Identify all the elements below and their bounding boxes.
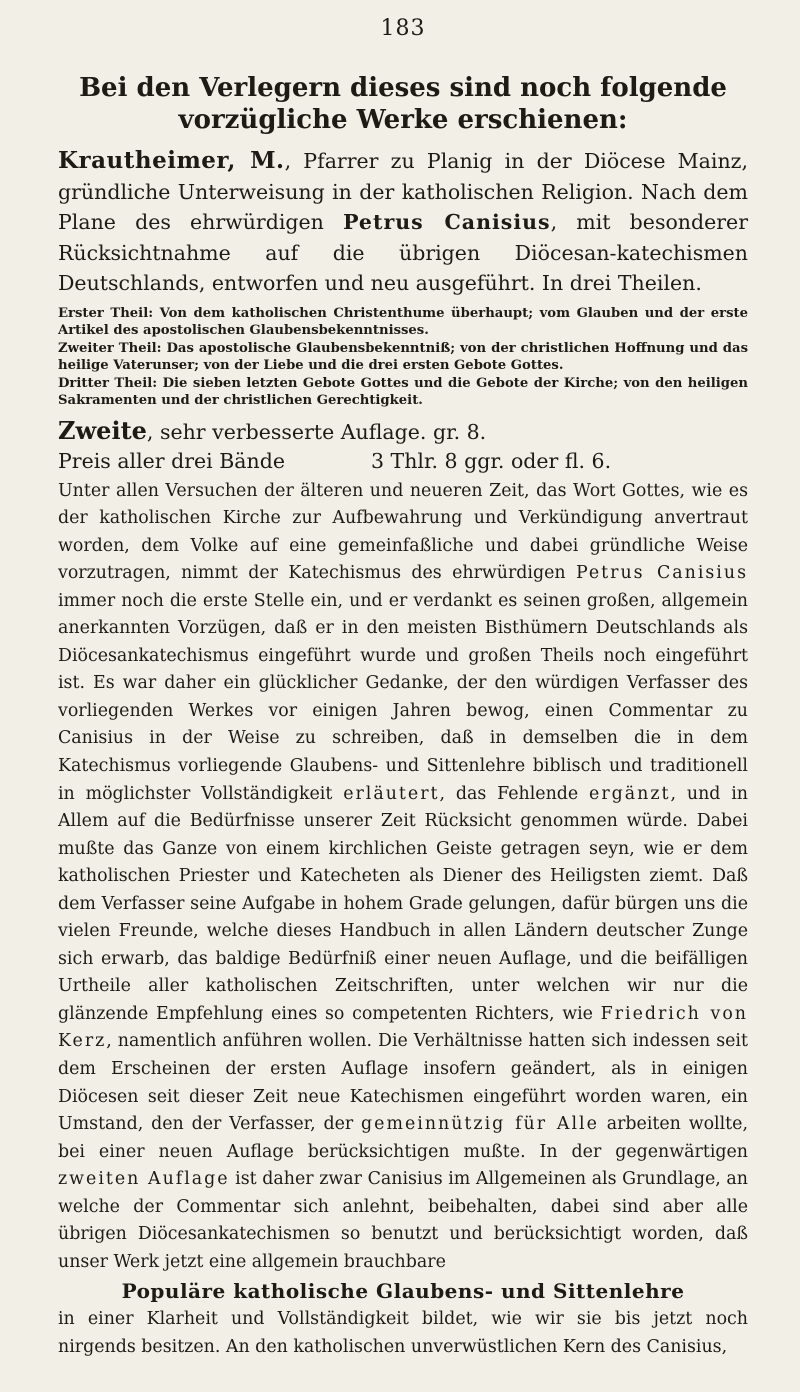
body-text-e: , namentlich anführen wollen. Die Verhältnisse hatten sich indessen seit dem Erscheinen der ersten Auflage insofern geändert, als in einigen Diöcesen seit dieser Zeit neue Katechismen eingeführt worden waren, ein Umstand, den der Verfasser, der (58, 1031, 748, 1135)
author-name: Krautheimer, M. (58, 147, 285, 174)
announcement-text-1: , Pfarrer zu Planig in der Diöcese Mainz, gründliche Unterweisung in der katholischen Religion. Nach dem Plane des ehrwürdigen (58, 149, 748, 234)
body-text-d: , und in Allem auf die Bedürfnisse unserer Zeit Rücksicht genommen würde. Dabei mußte das Ganze von einem kirchlichen Geiste getragen seyn, wie er dem katholischen Priester und Katecheten als Diener des Heiligsten ziemt. Daß dem Verfasser seine Aufgabe in hohem Grade gelungen, dafür bürgen uns die vielen Freunde, welche dieses Handbuch in allen Ländern deutscher Zunge sich erwarb, das baldige Bedürfniß einer neuen Auflage, und die beifälligen Urtheile aller katholischen Zeitschriften, unter welchen wir nur die glänzende Empfehlung eines so competenten Richters, wie (58, 783, 749, 1024)
part-2: Zweiter Theil: Das apostolische Glaubensbekenntniß; von der christlichen Hoffnung und das heilige Vaterunser; von der Liebe und die drei ersten Gebote Gottes. (58, 340, 748, 373)
header-title: Bei den Verlegern dieses sind noch folgende (79, 73, 727, 103)
header-subtitle: vorzügliche Werke erschienen: (178, 105, 628, 135)
body-spaced-4: gemeinnützig für Alle (361, 1114, 599, 1135)
closing-paragraph: in einer Klarheit und Vollständigkeit bildet, wie wir sie bis jetzt noch nirgends besitzen. An den katholischen unverwüstlichen Kern des Canisius, (58, 1309, 748, 1357)
body-spaced-2: ergänzt (589, 783, 671, 804)
price-line (58, 447, 748, 476)
edition-text: , sehr verbesserte Auflage. gr. 8. (146, 419, 487, 444)
body-text-c: , das Fehlende (439, 783, 590, 804)
body-text-f: arbeiten wollte, bei einer neuen Auflage berücksichtigen mußte. In der gegenwärtigen (58, 1114, 748, 1162)
body-text-a: Unter allen Versuchen der älteren und neueren Zeit, das Wort Gottes, wie es der katholischen Kirche zur Aufbewahrung und Verkündigung anvertraut worden, dem Volke auf eine gemeinfaßliche und dabei gründliche Weise vorzutragen, nimmt der Katechismus des ehrwürdigen (58, 480, 748, 584)
part-3: Dritter Theil: Die sieben letzten Gebote Gottes und die Gebote der Kirche; von den heiligen Sakramenten und der christlichen Gerechtigkeit. (58, 375, 748, 408)
body-spaced-1: erläutert (343, 783, 440, 804)
emphasized-name: Petrus Canisius (343, 210, 551, 234)
price-value: 3 Thlr. 8 ggr. oder fl. 6. (370, 448, 612, 473)
parts-list (58, 305, 748, 410)
body-text-g: ist daher zwar Canisius im Allgemeinen als Grundlage, an welche der Commentar sich anlehnt, beibehalten, dabei sind aber alle übrigen Diöcesankatechismen so benutzt und berücksichtigt worden, daß unser Werk jetzt eine allgemein brauchbare (58, 1169, 748, 1272)
part-1: Erster Theil: Von dem katholischen Christenthume überhaupt; vom Glauben und der erste Artikel des apostolischen Glaubensbekenntnisses. (58, 305, 748, 338)
body-emph-name: Petrus Canisius (575, 563, 748, 584)
subheading: Populäre katholische Glaubens- und Sittenlehre (121, 1279, 685, 1304)
description-paragraph (58, 478, 748, 1277)
edition-line (58, 416, 748, 447)
announcement-text-2: , mit besonderer Rücksichtnahme auf die übrigen Diöcesan-katechismen Deutschlands, entworfen und neu ausgeführt. In drei Theilen. (58, 210, 748, 295)
edition-number: Zweite (58, 415, 147, 445)
body-text-b: immer noch die erste Stelle ein, und er verdankt es seinen großen, allgemein anerkannten Vorzügen, daß er in den meisten Bisthümern Deutschlands als Diöcesankatechismus eingeführt wurde und großen Theils noch eingeführt ist. Es war daher ein glücklicher Gedanke, der den würdigen Verfasser des vorliegenden Werkes vor einigen Jahren bewog, einen Commentar zu Canisius in der Weise zu schreiben, daß in demselben die in dem Katechismus vorliegende Glaubens- und Sittenlehre biblisch und traditionell in möglichster Vollständigkeit (58, 590, 748, 804)
body-spaced-3: Friedrich von Kerz (58, 1003, 748, 1052)
page-number: 183 (380, 16, 426, 41)
body-spaced-5: zweiten Auflage (58, 1169, 230, 1190)
book-announcement (58, 146, 748, 299)
price-label: Preis aller drei Bände (58, 448, 285, 473)
